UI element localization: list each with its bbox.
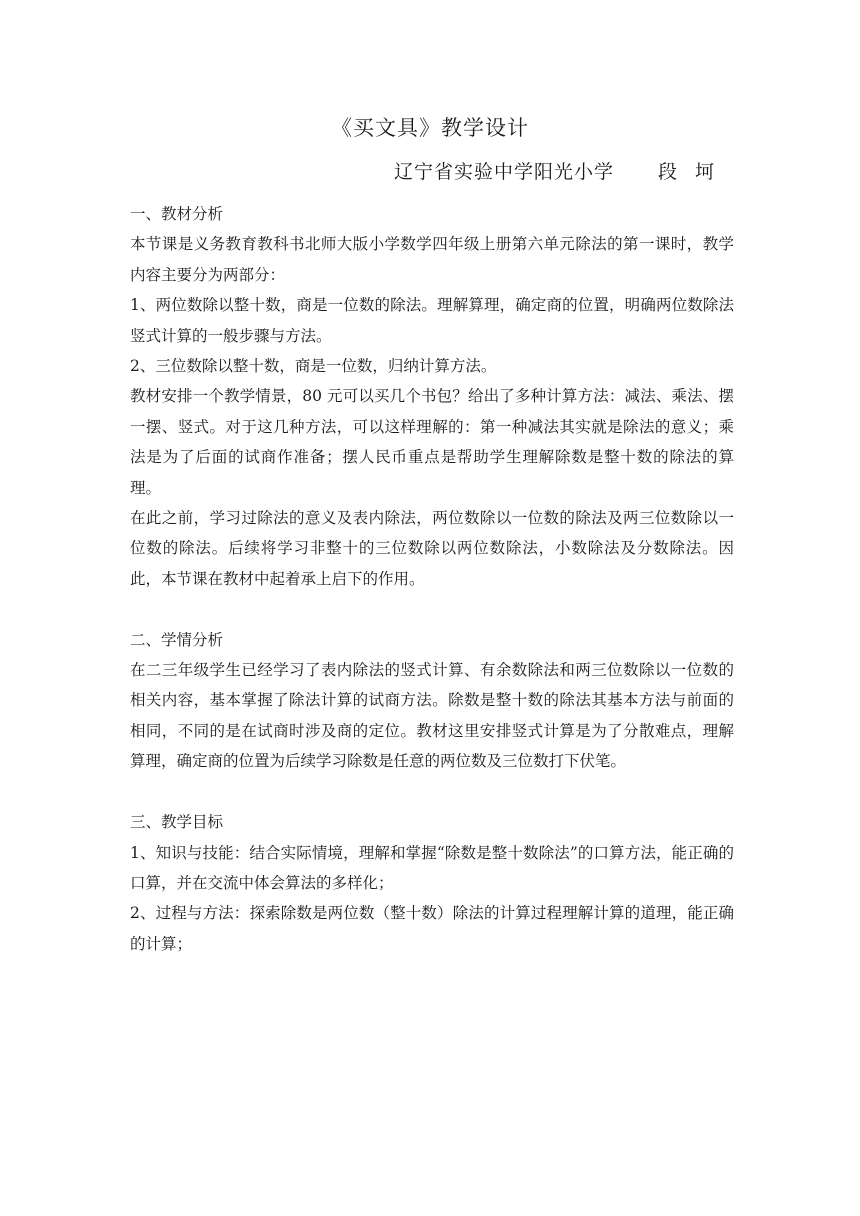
document-title: 《买文具》教学设计 bbox=[331, 116, 529, 140]
section-heading: 三、教学目标 bbox=[130, 813, 224, 832]
section-heading: 一、教材分析 bbox=[130, 205, 224, 223]
author-line bbox=[394, 158, 720, 186]
paragraph: 2、三位数除以整十数，商是一位数，归纳计算方法。 bbox=[130, 357, 497, 376]
paragraph: 本节课是义务教育教科书北师大版小学数学四年级上册第六单元除法的第一课时，教学内容主要分为两部分： bbox=[130, 235, 734, 284]
section-heading: 二、学情分析 bbox=[130, 630, 224, 649]
paragraph: 2、过程与方法：探索除数是两位数（整十数）除法的计算过程理解计算的道理，能正确的计算； bbox=[130, 904, 734, 953]
document-body bbox=[130, 199, 734, 959]
paragraph: 1、知识与技能：结合实际情境，理解和掌握“除数是整十数除法”的口算方法，能正确的口算，并在交流中体会算法的多样化； bbox=[130, 843, 734, 892]
paragraph: 在此之前，学习过除法的意义及表内除法，两位数除以一位数的除法及两三位数除以一位数的除法。后续将学习非整十的三位数除以两位数除法，小数除法及分数除法。因此，本节课在教材中起着承上启下的作用。 bbox=[130, 509, 734, 588]
author-name: 段 坷 bbox=[657, 161, 720, 183]
paragraph: 1、两位数除以整十数，商是一位数的除法。理解算理，确定商的位置，明确两位数除法竖式计算的一般步骤与方法。 bbox=[130, 296, 734, 345]
paragraph: 在二三年级学生已经学习了表内除法的竖式计算、有余数除法和两三位数除以一位数的相关内容，基本掌握了除法计算的试商方法。除数是整十数的除法其基本方法与前面的相同，不同的是在试商时涉及商的定位。教材这里安排竖式计算是为了分散难点，理解算理，确定商的位置为后续学习除数是任意的两位数及三位数打下伏笔。 bbox=[130, 661, 734, 771]
section-spacer bbox=[130, 594, 734, 624]
section-spacer bbox=[130, 777, 734, 807]
paragraph: 教材安排一个教学情景，80 元可以买几个书包？给出了多种计算方法：减法、乘法、摆一摆、竖式。对于这几种方法，可以这样理解的：第一种减法其实就是除法的意义；乘法是为了后面的试商作准备；摆人民币重点是帮助学生理解除数是整十数的除法的算理。 bbox=[130, 387, 734, 497]
author-school: 辽宁省实验中学阳光小学 bbox=[393, 161, 614, 183]
